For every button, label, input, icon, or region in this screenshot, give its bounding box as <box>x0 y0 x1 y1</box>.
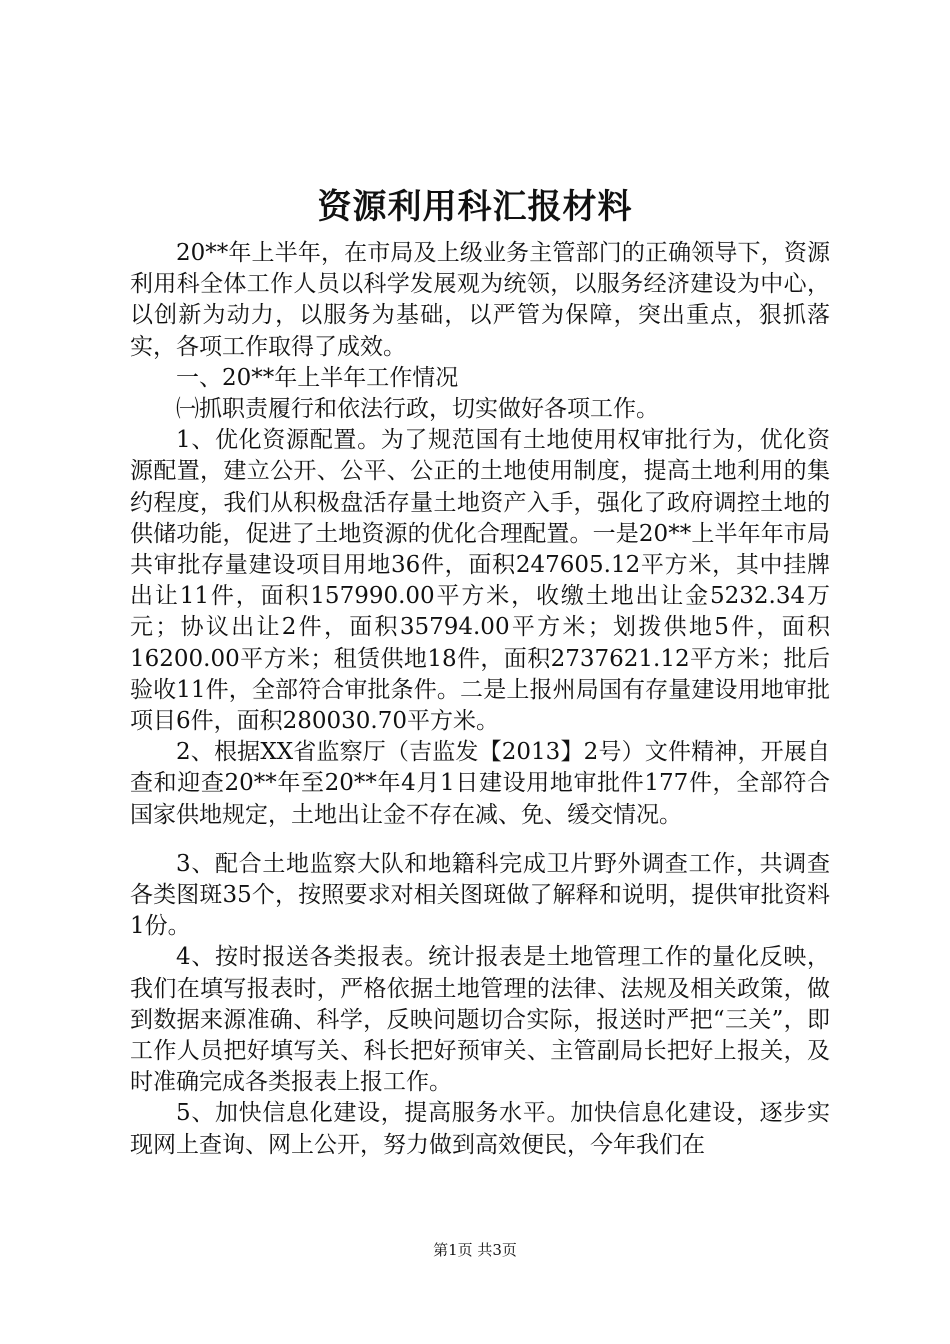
section-heading-1: 一、20**年上半年工作情况 <box>176 364 459 391</box>
paragraph-item-5: 5、加快信息化建设，提高服务水平。加快信息化建设，逐步实现网上查询、网上公开，努力做到高效便民，今年我们在 <box>130 1100 830 1158</box>
paragraph-item-2: 2、根据XX省监察厅（吉监发【2013】2号）文件精神，开展自查和迎查20**年至20**年4月1日建设用地审批件177件，全部符合国家供地规定，土地出让金不存在减、免、缓交情况。 <box>130 739 830 828</box>
document-title: 资源利用科汇报材料 <box>317 187 633 227</box>
paragraph-intro: 20**年上半年，在市局及上级业务主管部门的正确领导下，资源利用科全体工作人员以科学发展观为统领，以服务经济建设为中心，以创新为动力，以服务为基础，以严管为保障，突出重点，狠抓落实，各项工作取得了成效。 <box>130 240 830 360</box>
subsection-heading-1: ㈠抓职责履行和依法行政，切实做好各项工作。 <box>176 396 659 423</box>
paragraph-item-4: 4、按时报送各类报表。统计报表是土地管理工作的量化反映，我们在填写报表时，严格依据土地管理的法律、法规及相关政策，做到数据来源准确、科学，反映问题切合实际，报送时严把“三关”，即工作人员把好填写关、科长把好预审关、主管副局长把好上报关，及时准确完成各类报表上报工作。 <box>130 944 830 1096</box>
paragraph-item-3: 3、配合土地监察大队和地籍科完成卫片野外调查工作，共调查各类图斑35个，按照要求对相关图斑做了解释和说明，提供审批资料1份。 <box>130 850 830 940</box>
paragraph-item-1: 1、优化资源配置。为了规范国有土地使用权审批行为，优化资源配置，建立公开、公平、公正的土地使用制度，提高土地利用的集约程度，我们从积极盘活存量土地资产入手，强化了政府调控土地的供储功能，促进了土地资源的优化合理配置。一是20**上半年年市局共审批存量建设项目用地36件，面积247605.12平方米，其中挂牌出让11件，面积157990.00平方米，收缴土地出让金5232.34万元；协议出让2件，面积35794.00平方米；划拨供地5件，面积16200.00平方米；租赁供地18件，面积2737621.12平方米；批后验收11件，全部符合审批条件。二是上报州局国有存量建设用地审批项目6件，面积280030.70平方米。 <box>130 427 830 735</box>
document-body <box>130 238 830 1161</box>
page-footer: 第1页 共3页 <box>433 1241 517 1259</box>
